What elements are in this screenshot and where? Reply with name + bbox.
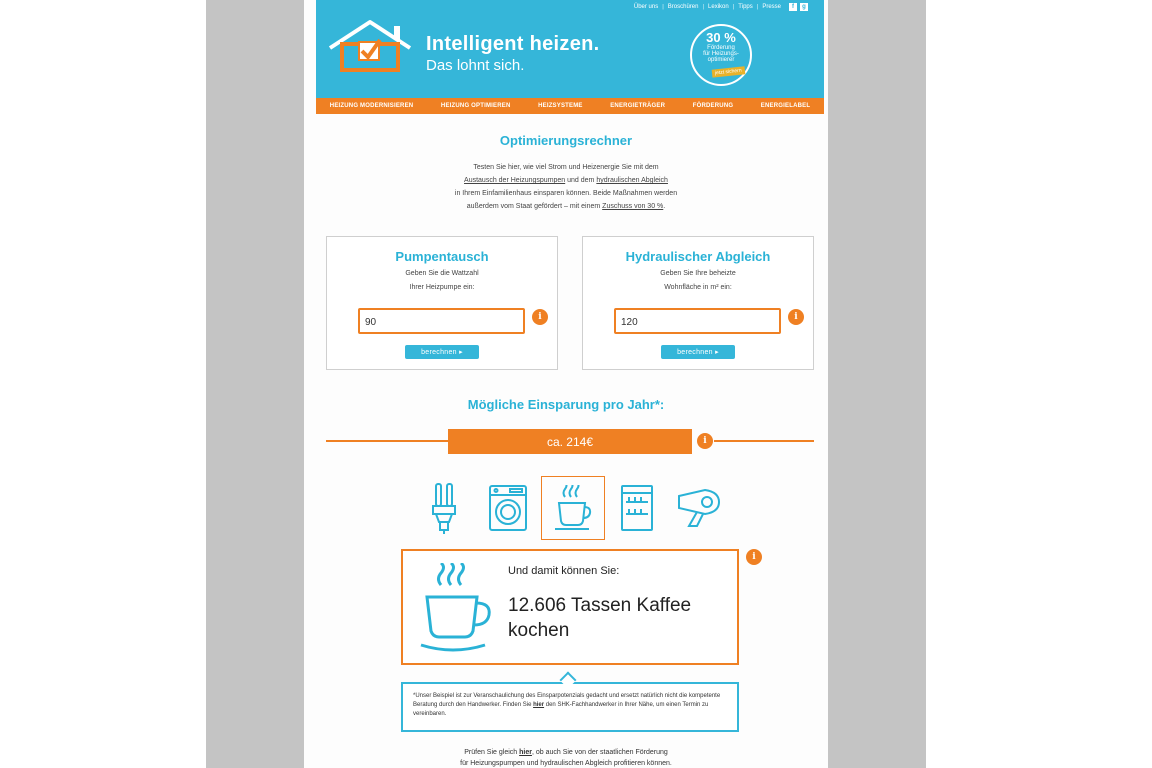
pump-exchange-card [326, 236, 558, 370]
badge-line-3: optimierer [707, 57, 735, 63]
result-lead-text: Und damit können Sie: [508, 565, 620, 577]
disclaimer-note [401, 682, 739, 732]
page [304, 0, 828, 768]
toplink-brochures[interactable]: Broschüren [667, 4, 699, 10]
footer-text [304, 747, 828, 768]
intro-line-4 [304, 200, 828, 213]
footer-text-1: Prüfen Sie gleich [464, 749, 520, 756]
site-title: Intelligent heizen. [426, 33, 600, 55]
hydraulic-info-icon[interactable]: i [788, 309, 804, 325]
hydraulic-card-desc [583, 267, 813, 295]
bulb-icon[interactable] [412, 476, 476, 540]
living-area-input[interactable]: 120 [614, 308, 781, 334]
hydraulic-desc-line-2: Wohnfläche in m² ein: [664, 284, 732, 291]
site-subtitle: Das lohnt sich. [426, 57, 525, 74]
savings-title: Mögliche Einsparung pro Jahr*: [467, 397, 665, 412]
footer-line-2: für Heizungspumpen und hydraulischen Abgleich profitieren können. [460, 760, 672, 767]
savings-divider-right [714, 440, 814, 442]
result-info-icon[interactable]: i [746, 549, 762, 565]
hydraulic-calculate-button[interactable]: berechnen ▸ [661, 345, 735, 359]
footer-link-here[interactable]: hier [519, 749, 532, 756]
hydraulic-desc-line-1: Geben Sie Ihre beheizte [660, 270, 736, 277]
intro-line-3: in Ihrem Einfamilienhaus einsparen können. Beide Maßnahmen werden [454, 190, 678, 197]
note-text-1: *Unser Beispiel ist zur Veranschaulichung des Einsparpotenzials gedacht und ersetzt natürlich nicht die kompetente Beratung durch den Handwerker. Finden Sie [413, 693, 721, 708]
pump-info-icon[interactable]: i [532, 309, 548, 325]
toplink-tips[interactable]: Tipps [738, 4, 753, 10]
house-check-logo-icon[interactable] [326, 18, 416, 74]
nav-heizung-optimieren[interactable]: HEIZUNG OPTIMIEREN [440, 103, 511, 109]
funding-badge[interactable] [690, 24, 752, 86]
calculator-title: Optimierungsrechner [499, 133, 633, 148]
washing-machine-icon[interactable] [476, 476, 540, 540]
hydraulic-card-title: Hydraulischer Abgleich [625, 249, 771, 264]
google-plus-icon[interactable]: g [800, 3, 808, 11]
savings-divider-left [326, 440, 450, 442]
site-header [316, 0, 824, 98]
facebook-icon[interactable]: f [789, 3, 797, 11]
badge-ribbon: jetzt sichern [712, 66, 745, 77]
main-nav [316, 98, 824, 114]
dishwasher-icon[interactable] [605, 476, 669, 540]
savings-info-icon[interactable]: i [697, 433, 713, 449]
badge-line-1: Förderung [707, 45, 735, 51]
link-pump-exchange[interactable]: Austausch der Heizungspumpen [464, 177, 566, 184]
toplink-lexicon[interactable]: Lexikon [708, 4, 729, 10]
footer-text-2: , ob auch Sie von der staatlichen Förderung [531, 749, 668, 756]
link-subsidy[interactable]: Zuschuss von 30 % [602, 203, 664, 210]
intro-line-2 [304, 174, 828, 187]
nav-heizsysteme[interactable]: HEIZSYSTEME [538, 103, 583, 109]
intro-line-1: Testen Sie hier, wie viel Strom und Heizenergie Sie mit dem [473, 164, 659, 171]
note-link-here[interactable]: hier [533, 702, 545, 708]
right-margin [828, 0, 926, 768]
savings-result: ca. 214€ [448, 429, 692, 454]
calculator-intro [304, 161, 828, 213]
pump-calculate-button[interactable]: berechnen ▸ [405, 345, 479, 359]
coffee-cup-icon[interactable] [541, 476, 605, 540]
badge-line-2: für Heizungs- [703, 51, 739, 57]
appliance-selector [412, 476, 732, 542]
intro-connector: und dem [565, 177, 597, 184]
footer-line-1 [304, 747, 828, 758]
result-main-text: 12.606 Tassen Kaffee kochen [508, 595, 692, 641]
intro-line-4-text: außerdem vom Staat gefördert – mit einem [466, 203, 603, 210]
toplink-about[interactable]: Über uns [633, 4, 659, 10]
pump-card-title: Pumpentausch [395, 249, 489, 264]
nav-energietraeger[interactable]: ENERGIETRÄGER [610, 103, 666, 109]
pump-card-desc [327, 267, 557, 295]
toplink-press[interactable]: Presse [762, 4, 781, 10]
pump-desc-line-2: Ihrer Heizpumpe ein: [409, 284, 475, 291]
hair-dryer-icon[interactable] [668, 476, 732, 540]
link-hydraulic-balance[interactable]: hydraulischen Abgleich [596, 177, 668, 184]
nav-foerderung[interactable]: FÖRDERUNG [692, 103, 734, 109]
nav-energielabel[interactable]: ENERGIELABEL [760, 103, 811, 109]
intro-end: . [663, 203, 666, 210]
nav-heizung-modernisieren[interactable]: HEIZUNG MODERNISIEREN [329, 103, 414, 109]
hydraulic-balance-card [582, 236, 814, 370]
pump-desc-line-1: Geben Sie die Wattzahl [405, 270, 479, 277]
pump-watt-input[interactable]: 90 [358, 308, 525, 334]
left-margin [206, 0, 304, 768]
result-output-box [401, 549, 739, 665]
note-text-2: den SHK-Fachhandwerker in Ihrer Nähe, um einen Termin zu vereinbaren. [413, 702, 709, 717]
large-coffee-cup-icon [419, 563, 495, 653]
badge-percent: 30 % [706, 30, 736, 45]
top-links: Über uns | Broschüren | Lexikon | Tipps | Presse f g [634, 3, 808, 11]
